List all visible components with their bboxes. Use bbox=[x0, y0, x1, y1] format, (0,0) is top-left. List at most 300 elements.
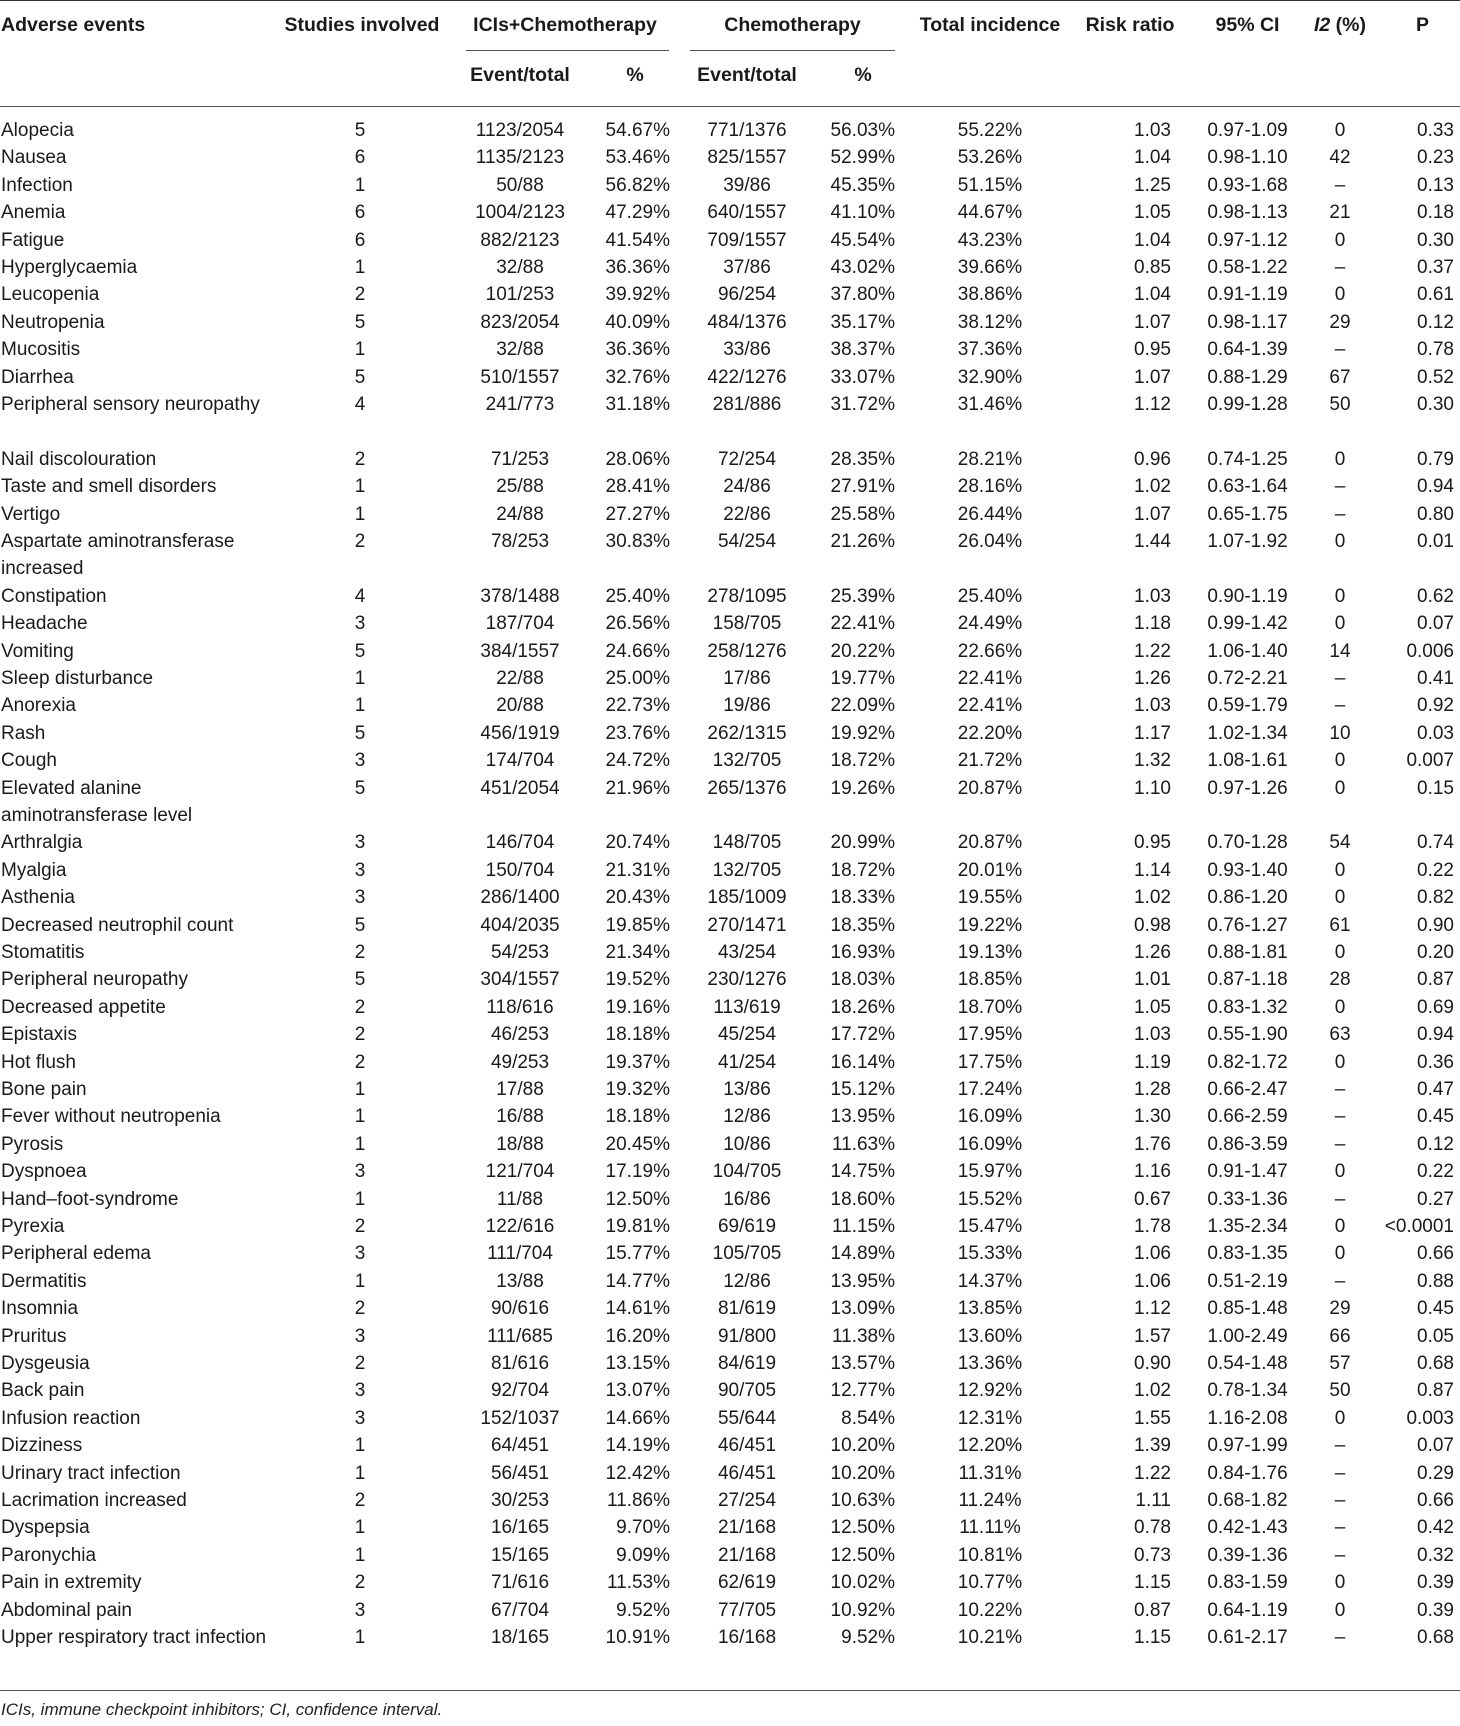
cell-i2: 0 bbox=[1334, 777, 1346, 799]
header-i2-unit: (%) bbox=[1330, 14, 1366, 36]
cell-ici-event-total: 118/616 bbox=[486, 996, 554, 1018]
cell-chemo-event-total: 62/619 bbox=[717, 1572, 777, 1594]
cell-chemo-percent: 18.33% bbox=[830, 887, 895, 909]
cell-i2: – bbox=[1334, 1188, 1346, 1210]
subheader-chemo-event-total: Event/total bbox=[697, 64, 797, 86]
cell-ici-event-total: 17/88 bbox=[496, 1079, 544, 1100]
table-row bbox=[0, 446, 1460, 473]
cell-adverse-event: Abdominal pain bbox=[1, 1599, 132, 1621]
cell-adverse-event: Anorexia bbox=[1, 695, 76, 717]
cell-i2: 0 bbox=[1334, 1051, 1346, 1073]
cell-p: 0.90 bbox=[1417, 914, 1454, 936]
cell-adverse-event: Stomatitis bbox=[1, 942, 85, 963]
cell-ici-percent: 10.91% bbox=[605, 1627, 670, 1648]
cell-chemo-percent: 13.09% bbox=[830, 1298, 895, 1320]
cell-95-ci: 0.63-1.64 bbox=[1207, 476, 1288, 498]
cell-ici-percent: 23.76% bbox=[605, 722, 670, 744]
cell-p: 0.27 bbox=[1417, 1188, 1454, 1210]
cell-chemo-percent: 18.72% bbox=[830, 859, 895, 881]
cell-p: 0.007 bbox=[1406, 750, 1454, 772]
cell-total-incidence: 16.09% bbox=[957, 1106, 1023, 1128]
cell-studies: 1 bbox=[354, 1079, 366, 1100]
table-bottom-rule bbox=[0, 1690, 1460, 1691]
cell-total-incidence: 25.40% bbox=[957, 585, 1023, 607]
cell-i2: 29 bbox=[1329, 1298, 1351, 1320]
cell-chemo-percent: 19.26% bbox=[830, 777, 895, 799]
cell-risk-ratio: 1.16 bbox=[1134, 1161, 1171, 1183]
cell-chemo-percent: 15.12% bbox=[830, 1079, 895, 1100]
cell-adverse-event: Peripheral sensory neuropathy bbox=[1, 394, 260, 415]
cell-chemo-event-total: 258/1276 bbox=[707, 640, 787, 662]
cell-ici-percent: 27.27% bbox=[605, 503, 670, 525]
cell-95-ci: 0.93-1.68 bbox=[1207, 174, 1288, 196]
cell-i2: 0 bbox=[1334, 1572, 1346, 1594]
cell-ici-percent: 21.34% bbox=[605, 942, 670, 963]
cell-studies: 5 bbox=[354, 311, 366, 333]
cell-chemo-percent: 28.35% bbox=[830, 448, 895, 470]
cell-ici-percent: 41.54% bbox=[605, 229, 670, 251]
table-row bbox=[0, 775, 1460, 826]
cell-total-incidence: 53.26% bbox=[957, 147, 1023, 169]
cell-total-incidence: 51.15% bbox=[957, 174, 1023, 196]
cell-ici-event-total: 50/88 bbox=[496, 174, 544, 196]
cell-i2: – bbox=[1334, 695, 1346, 717]
cell-ici-percent: 19.81% bbox=[605, 1216, 670, 1237]
table-row bbox=[0, 1323, 1460, 1350]
cell-chemo-event-total: 484/1376 bbox=[707, 311, 787, 333]
cell-studies: 1 bbox=[354, 1106, 366, 1128]
cell-ici-event-total: 122/616 bbox=[485, 1216, 555, 1237]
cell-total-incidence: 15.47% bbox=[957, 1216, 1023, 1237]
cell-p: 0.61 bbox=[1417, 284, 1454, 306]
cell-adverse-event: Pyrosis bbox=[1, 1133, 64, 1155]
cell-total-incidence: 18.70% bbox=[957, 996, 1023, 1018]
table-row bbox=[0, 1487, 1460, 1514]
cell-95-ci: 0.74-1.25 bbox=[1207, 448, 1288, 470]
subheader-chemo-percent: % bbox=[854, 64, 872, 86]
cell-i2: – bbox=[1334, 1462, 1346, 1484]
cell-i2: – bbox=[1334, 1079, 1346, 1100]
cell-risk-ratio: 1.32 bbox=[1134, 750, 1171, 772]
cell-chemo-event-total: 148/705 bbox=[712, 832, 782, 854]
cell-studies: 3 bbox=[354, 1599, 366, 1621]
cell-i2: – bbox=[1334, 1627, 1346, 1648]
table-row bbox=[0, 364, 1460, 391]
cell-ici-percent: 28.41% bbox=[605, 476, 670, 498]
ici-group-underline bbox=[466, 50, 669, 51]
cell-chemo-percent: 33.07% bbox=[830, 366, 895, 388]
cell-studies: 1 bbox=[354, 476, 366, 498]
cell-risk-ratio: 1.25 bbox=[1134, 174, 1171, 196]
table-row bbox=[0, 501, 1460, 528]
table-row bbox=[0, 966, 1460, 993]
table-row bbox=[0, 692, 1460, 719]
cell-chemo-event-total: 158/705 bbox=[712, 613, 782, 635]
cell-95-ci: 0.86-1.20 bbox=[1207, 887, 1288, 909]
cell-i2: 0 bbox=[1334, 1599, 1346, 1621]
cell-95-ci: 0.83-1.59 bbox=[1207, 1572, 1288, 1594]
cell-total-incidence: 11.31% bbox=[958, 1462, 1022, 1484]
cell-ici-percent: 17.19% bbox=[605, 1161, 670, 1183]
cell-studies: 2 bbox=[354, 448, 366, 470]
cell-studies: 5 bbox=[354, 914, 366, 936]
table-row bbox=[0, 829, 1460, 856]
cell-total-incidence: 12.31% bbox=[957, 1407, 1023, 1429]
cell-chemo-event-total: 69/619 bbox=[717, 1216, 777, 1237]
cell-adverse-event: Infection bbox=[1, 174, 73, 196]
cell-adverse-event: Constipation bbox=[1, 585, 107, 607]
cell-chemo-percent: 38.37% bbox=[830, 339, 895, 361]
cell-chemo-event-total: 709/1557 bbox=[707, 229, 787, 251]
cell-i2: 0 bbox=[1334, 229, 1346, 251]
table-row bbox=[0, 857, 1460, 884]
cell-total-incidence: 19.55% bbox=[957, 887, 1023, 909]
cell-total-incidence: 43.23% bbox=[957, 229, 1023, 251]
cell-ici-event-total: 1123/2054 bbox=[475, 120, 565, 141]
cell-p: 0.68 bbox=[1417, 1353, 1454, 1374]
cell-adverse-event: Arthralgia bbox=[1, 832, 83, 854]
table-row bbox=[0, 1377, 1460, 1404]
cell-ici-percent: 36.36% bbox=[605, 257, 670, 278]
cell-95-ci: 0.64-1.19 bbox=[1207, 1599, 1288, 1621]
cell-p: 0.13 bbox=[1417, 174, 1454, 196]
cell-p: 0.52 bbox=[1417, 366, 1454, 388]
cell-ici-event-total: 56/451 bbox=[490, 1462, 550, 1484]
table-footnote: ICIs, immune checkpoint inhibitors; CI, confidence interval. bbox=[1, 1700, 443, 1719]
cell-i2: 0 bbox=[1334, 1161, 1346, 1183]
cell-adverse-event: Dyspnoea bbox=[1, 1161, 87, 1183]
cell-ici-event-total: 25/88 bbox=[496, 476, 544, 498]
cell-studies: 5 bbox=[354, 722, 366, 744]
cell-studies: 6 bbox=[354, 202, 366, 224]
cell-ici-event-total: 111/704 bbox=[487, 1243, 553, 1265]
cell-ici-percent: 19.37% bbox=[605, 1051, 670, 1073]
cell-total-incidence: 17.75% bbox=[957, 1051, 1023, 1073]
cell-ici-percent: 11.53% bbox=[606, 1572, 670, 1594]
cell-chemo-event-total: 262/1315 bbox=[707, 722, 787, 744]
table-row bbox=[0, 1049, 1460, 1076]
table-row bbox=[0, 1295, 1460, 1322]
cell-ici-percent: 19.32% bbox=[605, 1079, 670, 1100]
cell-chemo-percent: 13.57% bbox=[830, 1353, 895, 1374]
cell-risk-ratio: 1.57 bbox=[1134, 1325, 1171, 1347]
cell-p: 0.39 bbox=[1417, 1572, 1454, 1594]
cell-studies: 5 bbox=[354, 969, 366, 991]
cell-adverse-event: Dizziness bbox=[1, 1435, 83, 1457]
cell-ici-percent: 40.09% bbox=[605, 311, 670, 333]
cell-ici-percent: 12.50% bbox=[605, 1188, 670, 1210]
cell-95-ci: 0.82-1.72 bbox=[1207, 1051, 1288, 1073]
cell-chemo-event-total: 278/1095 bbox=[707, 585, 787, 607]
cell-total-incidence: 22.41% bbox=[957, 668, 1023, 689]
cell-chemo-event-total: 104/705 bbox=[712, 1161, 782, 1183]
cell-chemo-percent: 19.92% bbox=[830, 722, 895, 744]
header-ici-group: ICIs+Chemotherapy bbox=[473, 14, 657, 36]
table-row bbox=[0, 720, 1460, 747]
cell-95-ci: 0.86-3.59 bbox=[1207, 1133, 1288, 1155]
cell-i2: 28 bbox=[1329, 969, 1351, 991]
cell-studies: 1 bbox=[354, 174, 366, 196]
cell-ici-event-total: 64/451 bbox=[490, 1435, 550, 1457]
cell-adverse-event: Pyrexia bbox=[1, 1216, 65, 1237]
cell-ici-percent: 14.19% bbox=[605, 1435, 670, 1457]
cell-ici-percent: 18.18% bbox=[605, 1024, 670, 1046]
cell-ici-event-total: 187/704 bbox=[485, 613, 555, 635]
cell-total-incidence: 24.49% bbox=[957, 613, 1023, 635]
cell-95-ci: 0.78-1.34 bbox=[1207, 1380, 1288, 1402]
cell-ici-event-total: 378/1488 bbox=[480, 585, 560, 607]
cell-p: 0.39 bbox=[1417, 1599, 1454, 1621]
cell-risk-ratio: 1.06 bbox=[1134, 1243, 1171, 1265]
cell-ici-percent: 13.15% bbox=[605, 1353, 670, 1374]
table-row bbox=[0, 994, 1460, 1021]
cell-chemo-event-total: 771/1376 bbox=[707, 120, 787, 141]
cell-total-incidence: 22.41% bbox=[957, 695, 1023, 717]
cell-chemo-percent: 22.09% bbox=[830, 695, 895, 717]
cell-chemo-event-total: 45/254 bbox=[717, 1024, 777, 1046]
cell-risk-ratio: 1.02 bbox=[1134, 887, 1171, 909]
cell-risk-ratio: 1.26 bbox=[1134, 942, 1171, 963]
cell-total-incidence: 15.52% bbox=[957, 1188, 1023, 1210]
cell-total-incidence: 11.24% bbox=[958, 1490, 1022, 1511]
cell-risk-ratio: 1.55 bbox=[1134, 1407, 1171, 1429]
cell-total-incidence: 10.81% bbox=[957, 1544, 1023, 1566]
cell-chemo-percent: 10.63% bbox=[830, 1490, 895, 1511]
table-row bbox=[0, 1514, 1460, 1541]
table-row bbox=[0, 665, 1460, 692]
cell-studies: 2 bbox=[354, 942, 366, 963]
cell-ici-event-total: 22/88 bbox=[496, 668, 544, 689]
cell-i2: – bbox=[1334, 1106, 1346, 1128]
cell-studies: 6 bbox=[354, 147, 366, 169]
cell-total-incidence: 31.46% bbox=[957, 394, 1023, 415]
table-row bbox=[0, 281, 1460, 308]
cell-p: 0.22 bbox=[1417, 859, 1454, 881]
cell-i2: 66 bbox=[1329, 1325, 1351, 1347]
cell-chemo-event-total: 46/451 bbox=[717, 1462, 777, 1484]
cell-studies: 1 bbox=[354, 1270, 366, 1292]
cell-total-incidence: 21.72% bbox=[957, 750, 1023, 772]
table-row bbox=[0, 1131, 1460, 1158]
cell-chemo-percent: 25.58% bbox=[830, 503, 895, 525]
cell-ici-percent: 26.56% bbox=[605, 613, 670, 635]
cell-risk-ratio: 1.17 bbox=[1134, 722, 1171, 744]
cell-chemo-event-total: 185/1009 bbox=[707, 887, 787, 909]
cell-p: 0.94 bbox=[1417, 1024, 1454, 1046]
header-chemo-group: Chemotherapy bbox=[724, 14, 861, 36]
cell-adverse-event: Asthenia bbox=[1, 887, 75, 909]
table-row bbox=[0, 336, 1460, 363]
cell-total-incidence: 12.92% bbox=[957, 1380, 1023, 1402]
cell-ici-event-total: 11/88 bbox=[496, 1188, 544, 1210]
cell-ici-percent: 9.52% bbox=[616, 1599, 670, 1621]
cell-total-incidence: 26.04% bbox=[957, 531, 1023, 552]
cell-total-incidence: 18.85% bbox=[957, 969, 1023, 991]
cell-p: 0.69 bbox=[1417, 996, 1454, 1018]
cell-p: 0.32 bbox=[1417, 1544, 1454, 1566]
cell-i2: 50 bbox=[1329, 1380, 1351, 1402]
cell-risk-ratio: 1.18 bbox=[1134, 613, 1171, 635]
cell-adverse-event: Fatigue bbox=[1, 229, 65, 251]
cell-i2: 57 bbox=[1329, 1353, 1351, 1374]
cell-95-ci: 1.07-1.92 bbox=[1207, 531, 1288, 552]
cell-total-incidence: 28.21% bbox=[957, 448, 1023, 470]
cell-chemo-event-total: 13/86 bbox=[723, 1079, 771, 1100]
cell-95-ci: 0.98-1.13 bbox=[1207, 202, 1288, 224]
cell-total-incidence: 20.87% bbox=[957, 832, 1023, 854]
cell-95-ci: 0.93-1.40 bbox=[1207, 859, 1288, 881]
cell-chemo-percent: 20.99% bbox=[830, 832, 895, 854]
cell-adverse-event: Insomnia bbox=[1, 1298, 79, 1320]
cell-risk-ratio: 0.85 bbox=[1134, 257, 1171, 278]
cell-i2: 10 bbox=[1329, 722, 1351, 744]
cell-studies: 1 bbox=[354, 1517, 366, 1539]
top-rule bbox=[0, 0, 1460, 1]
cell-i2: – bbox=[1334, 1490, 1346, 1511]
cell-p: 0.78 bbox=[1417, 339, 1454, 361]
cell-studies: 1 bbox=[354, 1188, 366, 1210]
cell-p: 0.003 bbox=[1406, 1407, 1454, 1429]
cell-ici-event-total: 121/704 bbox=[485, 1161, 555, 1183]
cell-95-ci: 0.55-1.90 bbox=[1207, 1024, 1288, 1046]
table-row bbox=[0, 473, 1460, 500]
cell-adverse-event: Headache bbox=[1, 613, 88, 635]
cell-p: 0.87 bbox=[1417, 1380, 1454, 1402]
cell-adverse-event: Mucositis bbox=[1, 339, 81, 361]
cell-chemo-percent: 13.95% bbox=[830, 1106, 895, 1128]
table-row bbox=[0, 912, 1460, 939]
cell-risk-ratio: 0.87 bbox=[1134, 1599, 1171, 1621]
cell-95-ci: 0.61-2.17 bbox=[1207, 1627, 1288, 1648]
cell-risk-ratio: 1.04 bbox=[1134, 147, 1171, 169]
cell-adverse-event: Rash bbox=[1, 722, 46, 744]
cell-studies: 3 bbox=[354, 1380, 366, 1402]
cell-risk-ratio: 1.76 bbox=[1134, 1133, 1171, 1155]
cell-ici-percent: 36.36% bbox=[605, 339, 670, 361]
cell-95-ci: 0.88-1.81 bbox=[1207, 942, 1288, 963]
cell-i2: – bbox=[1334, 668, 1346, 689]
cell-adverse-event: Nausea bbox=[1, 147, 67, 169]
cell-95-ci: 0.33-1.36 bbox=[1207, 1188, 1288, 1210]
cell-95-ci: 0.85-1.48 bbox=[1207, 1298, 1288, 1320]
table-row bbox=[0, 1186, 1460, 1213]
cell-chemo-event-total: 12/86 bbox=[723, 1106, 771, 1128]
cell-chemo-event-total: 84/619 bbox=[717, 1353, 777, 1374]
cell-total-incidence: 17.24% bbox=[957, 1079, 1023, 1100]
cell-i2: – bbox=[1334, 174, 1346, 196]
cell-studies: 3 bbox=[354, 887, 366, 909]
cell-chemo-event-total: 105/705 bbox=[712, 1243, 782, 1265]
cell-chemo-event-total: 22/86 bbox=[723, 503, 771, 525]
cell-chemo-percent: 10.20% bbox=[830, 1435, 895, 1457]
cell-studies: 1 bbox=[354, 1435, 366, 1457]
cell-risk-ratio: 1.26 bbox=[1134, 668, 1171, 689]
cell-95-ci: 0.98-1.17 bbox=[1207, 311, 1288, 333]
cell-studies: 3 bbox=[354, 1243, 366, 1265]
cell-chemo-percent: 45.54% bbox=[830, 229, 895, 251]
cell-i2: 0 bbox=[1334, 887, 1346, 909]
cell-ici-percent: 14.77% bbox=[605, 1270, 670, 1292]
cell-ici-percent: 21.31% bbox=[605, 859, 670, 881]
cell-chemo-percent: 21.26% bbox=[830, 531, 895, 552]
cell-i2: 0 bbox=[1334, 1243, 1346, 1265]
cell-i2: – bbox=[1334, 503, 1346, 525]
cell-chemo-percent: 9.52% bbox=[841, 1627, 895, 1648]
cell-i2: – bbox=[1334, 1133, 1346, 1155]
cell-ici-event-total: 90/616 bbox=[490, 1298, 550, 1320]
cell-i2: – bbox=[1334, 1270, 1346, 1292]
cell-95-ci: 0.97-1.12 bbox=[1207, 229, 1288, 251]
cell-p: 0.66 bbox=[1417, 1490, 1454, 1511]
table-row bbox=[0, 1542, 1460, 1569]
cell-ici-event-total: 174/704 bbox=[485, 750, 555, 772]
cell-chemo-event-total: 230/1276 bbox=[707, 969, 787, 991]
table-row bbox=[0, 144, 1460, 171]
cell-chemo-percent: 37.80% bbox=[830, 284, 895, 306]
cell-i2: – bbox=[1334, 476, 1346, 498]
cell-risk-ratio: 1.05 bbox=[1134, 996, 1171, 1018]
cell-ici-event-total: 150/704 bbox=[485, 859, 555, 881]
cell-p: 0.20 bbox=[1417, 942, 1454, 963]
cell-studies: 2 bbox=[354, 1572, 366, 1594]
cell-adverse-event: Sleep disturbance bbox=[1, 668, 154, 689]
cell-95-ci: 0.97-1.26 bbox=[1207, 777, 1288, 799]
cell-p: 0.94 bbox=[1417, 476, 1454, 498]
cell-chemo-event-total: 21/168 bbox=[717, 1517, 777, 1539]
table-row bbox=[0, 1268, 1460, 1295]
cell-ici-percent: 24.72% bbox=[605, 750, 670, 772]
cell-total-incidence: 22.66% bbox=[957, 640, 1023, 662]
cell-risk-ratio: 1.12 bbox=[1134, 394, 1171, 415]
cell-p: 0.41 bbox=[1417, 668, 1454, 689]
table-row bbox=[0, 172, 1460, 199]
cell-chemo-event-total: 55/644 bbox=[717, 1407, 777, 1429]
cell-i2: 0 bbox=[1334, 585, 1346, 607]
cell-95-ci: 0.54-1.48 bbox=[1207, 1353, 1288, 1374]
cell-95-ci: 0.99-1.28 bbox=[1207, 394, 1288, 415]
cell-adverse-event: Hand–foot-syndrome bbox=[1, 1188, 179, 1210]
cell-95-ci: 0.65-1.75 bbox=[1207, 503, 1288, 525]
cell-risk-ratio: 1.11 bbox=[1135, 1490, 1171, 1511]
cell-p: 0.42 bbox=[1417, 1517, 1454, 1539]
cell-total-incidence: 44.67% bbox=[957, 202, 1023, 224]
cell-adverse-event: Dysgeusia bbox=[1, 1353, 90, 1374]
cell-risk-ratio: 1.19 bbox=[1134, 1051, 1171, 1073]
cell-risk-ratio: 0.98 bbox=[1134, 914, 1171, 936]
cell-adverse-event: Myalgia bbox=[1, 859, 67, 881]
cell-chemo-percent: 27.91% bbox=[830, 476, 895, 498]
cell-total-incidence: 11.11% bbox=[959, 1517, 1021, 1539]
cell-95-ci: 0.88-1.29 bbox=[1207, 366, 1288, 388]
cell-95-ci: 0.98-1.10 bbox=[1207, 147, 1288, 169]
cell-p: 0.15 bbox=[1417, 777, 1454, 799]
cell-adverse-event: Hyperglycaemia bbox=[1, 257, 138, 278]
cell-ici-event-total: 20/88 bbox=[496, 695, 544, 717]
cell-studies: 3 bbox=[354, 613, 366, 635]
cell-ici-percent: 39.92% bbox=[605, 284, 670, 306]
cell-p: 0.006 bbox=[1406, 640, 1454, 662]
cell-total-incidence: 15.33% bbox=[957, 1243, 1023, 1265]
cell-total-incidence: 28.16% bbox=[957, 476, 1023, 498]
cell-risk-ratio: 1.10 bbox=[1134, 777, 1171, 799]
cell-total-incidence: 32.90% bbox=[957, 366, 1023, 388]
cell-studies: 1 bbox=[354, 257, 366, 278]
table-row bbox=[0, 1103, 1460, 1130]
cell-studies: 6 bbox=[354, 229, 366, 251]
cell-chemo-event-total: 422/1276 bbox=[707, 366, 787, 388]
cell-adverse-event: Pruritus bbox=[1, 1325, 67, 1347]
cell-total-incidence: 26.44% bbox=[957, 503, 1023, 525]
